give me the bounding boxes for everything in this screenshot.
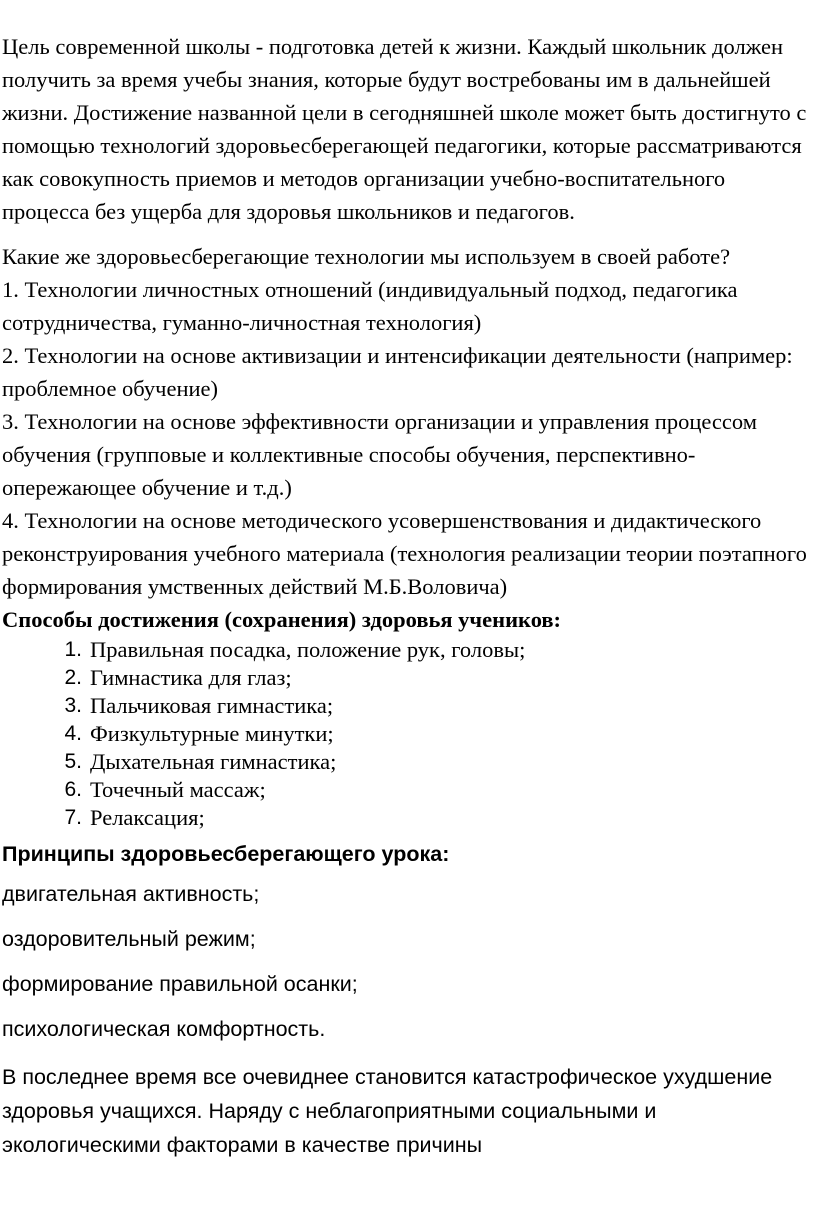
ways-heading: Способы достижения (сохранения) здоровья учеников: [2, 607, 562, 632]
principles-heading: Принципы здоровьесберегающего урока: [2, 842, 450, 866]
technologies-question: Какие же здоровьесберегающие технологии мы используем в своей работе? [2, 244, 731, 269]
closing-paragraph: В последнее время все очевиднее становится катастрофическое ухудшение здоровья учащихся. Наряду с неблагоприятными социальными и экологическими факторами в качестве причины [2, 1065, 773, 1157]
principle-item: оздоровительный режим; [2, 927, 256, 951]
list-item: 5. Дыхательная гимнастика; [64, 749, 337, 774]
intro-paragraph: Цель современной школы - подготовка детей к жизни. Каждый школьник должен получить за время учебы знания, которые будут востребованы им в дальнейшей жизни. Достижение названной цели в сегодняшней школе может быть достигнуто с помощью технологий здоровьесберегающей педагогики, которые рассматриваются как совокупность приемов и методов организации учебно-воспитательного процесса без ущерба для здоровья школьников и педагогов. [2, 34, 807, 224]
technology-item-2: 2. Технологии на основе активизации и интенсификации деятельности (например: проблемное обучение) [2, 343, 793, 401]
technology-item-4: 4. Технологии на основе методического усовершенствования и дидактического реконструирования учебного материала (технология реализации теории поэтапного формирования умственных действий М.Б.Воловича) [2, 508, 807, 599]
list-item: 7. Релаксация; [64, 805, 205, 830]
technology-item-3: 3. Технологии на основе эффективности организации и управления процессом обучения (групповые и коллективные способы обучения, перспективно-опережающее обучение и т.д.) [2, 409, 757, 500]
principle-item: двигательная активность; [2, 882, 260, 906]
principles-list [2, 880, 814, 1043]
list-item: 4. Физкультурные минутки; [64, 721, 334, 746]
list-item: 3. Пальчиковая гимнастика; [64, 693, 334, 718]
list-item: 1. Правильная посадка, положение рук, головы; [64, 637, 526, 662]
list-item: 6. Точечный массаж; [64, 777, 266, 802]
document-page [2, 30, 814, 1162]
list-item: 2. Гимнастика для глаз; [64, 665, 292, 690]
technologies-block [2, 240, 814, 603]
principle-item: формирование правильной осанки; [2, 972, 358, 996]
principle-item: психологическая комфортность. [2, 1017, 326, 1041]
technology-item-1: 1. Технологии личностных отношений (индивидуальный подход, педагогика сотрудничества, гуманно-личностная технология) [2, 277, 738, 335]
ways-list [2, 636, 814, 832]
